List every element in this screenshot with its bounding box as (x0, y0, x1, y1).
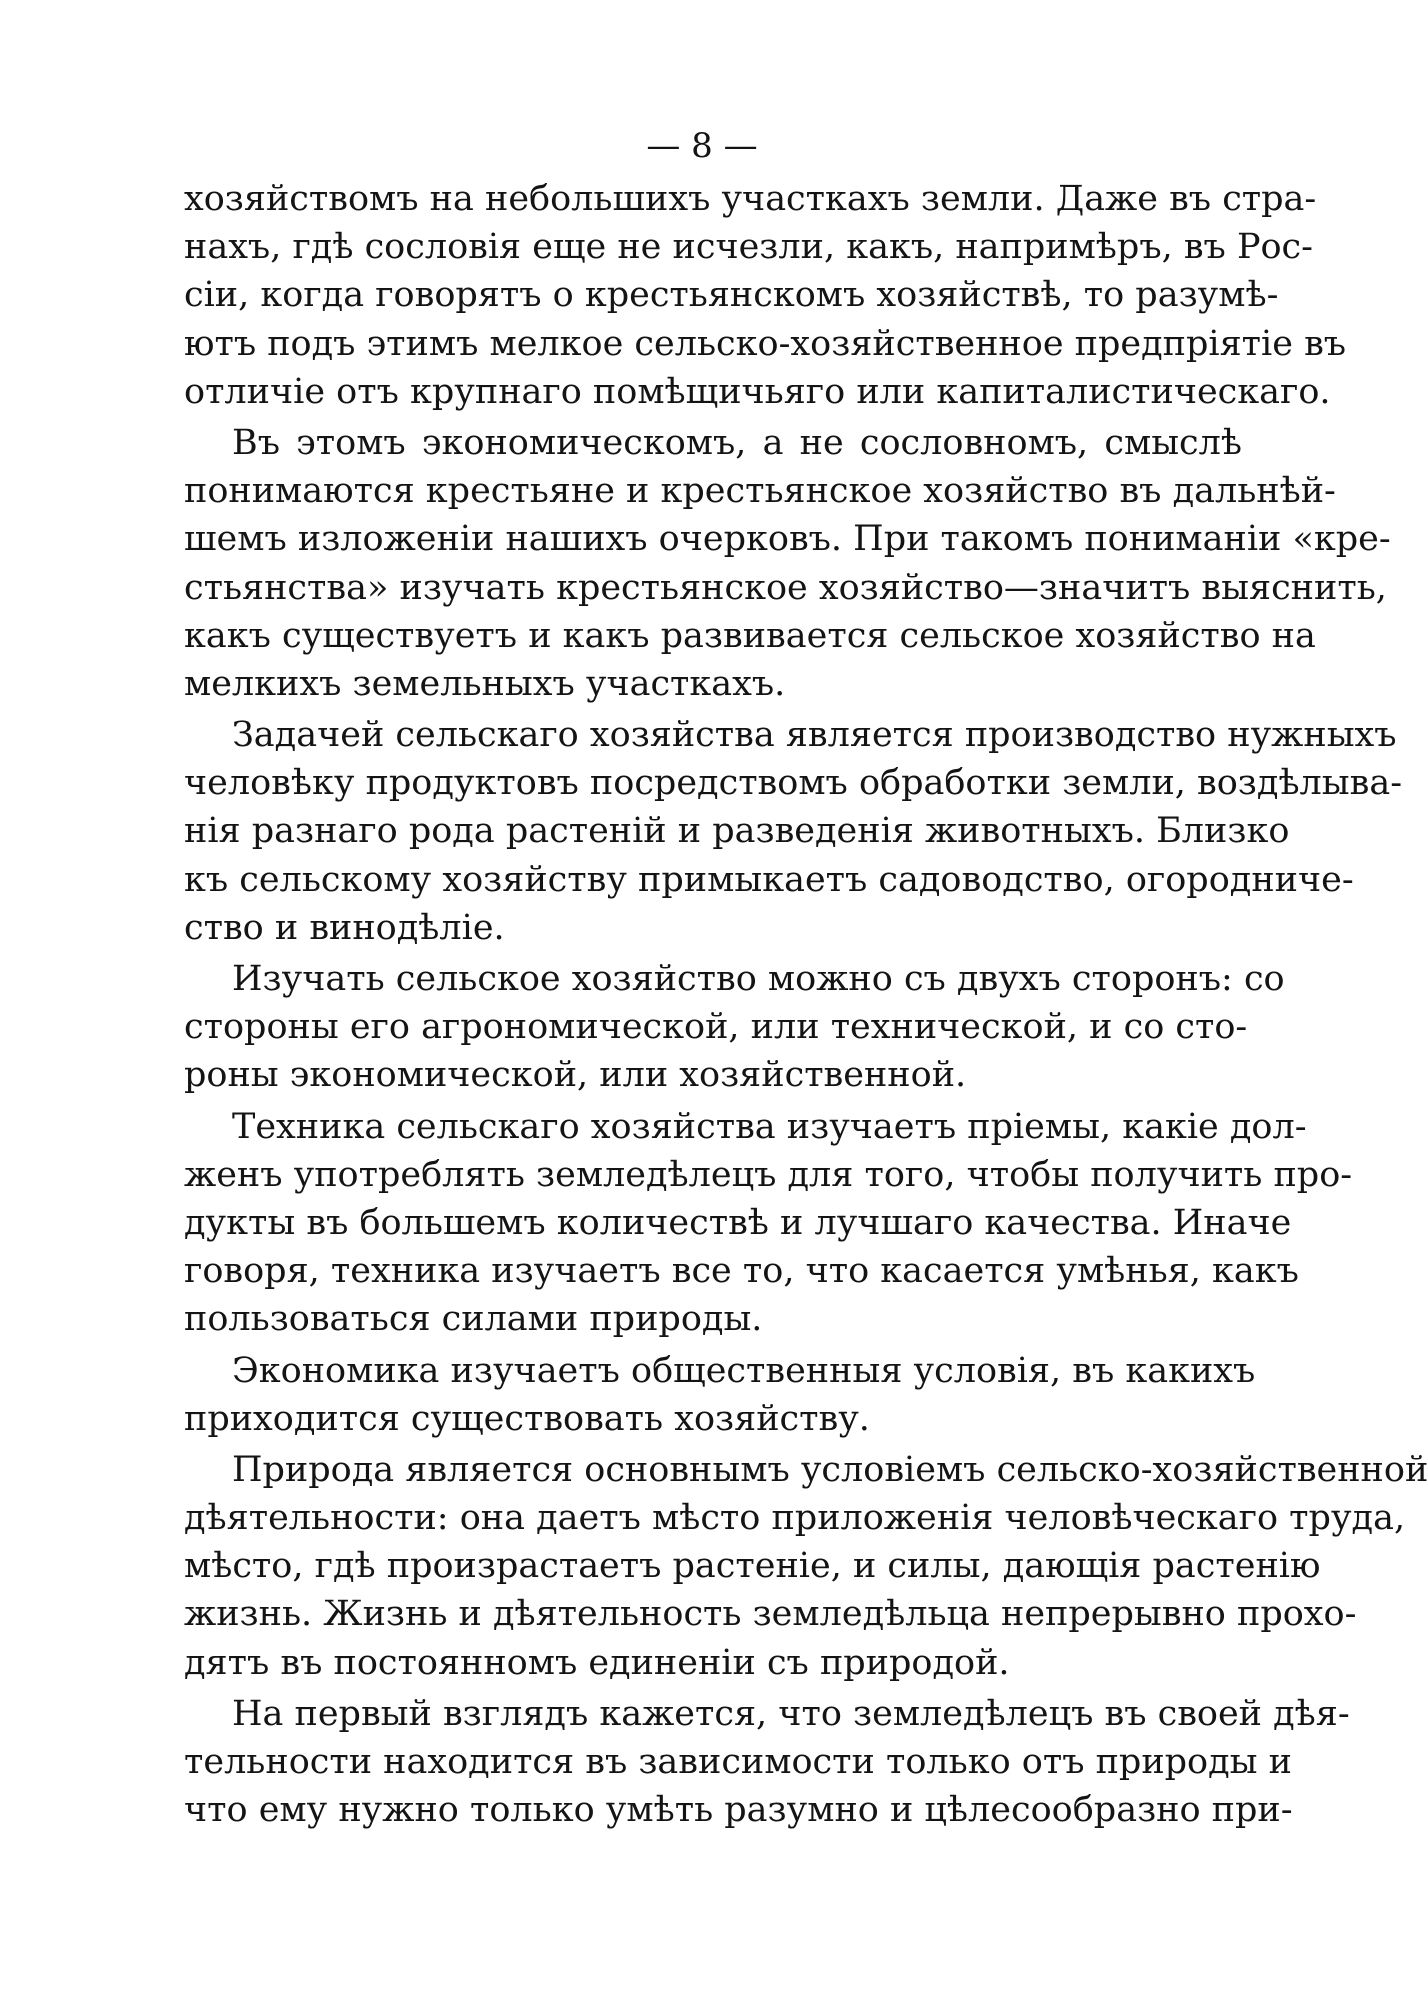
text-line: къ сельскому хозяйству примыкаетъ садоводство, огородниче- (184, 859, 1354, 900)
text-line: На первый взглядъ кажется, что земледѣлецъ въ своей дѣя- (232, 1693, 1350, 1734)
text-line: Изучать сельское хозяйство можно съ двухъ сторонъ: со (232, 959, 1285, 999)
text-line: мелкихъ земельныхъ участкахъ. (184, 663, 786, 704)
text-line: тельности находится въ зависимости только отъ природы и (184, 1742, 1292, 1782)
text-line: понимаются крестьяне и крестьянское хозяйство въ дальнѣй- (184, 471, 1336, 512)
text-line: приходится существовать хозяйству. (184, 1398, 870, 1439)
text-line: жизнь. Жизнь и дѣятельность земледѣльца непрерывно прохо- (184, 1594, 1357, 1635)
page-number: — 8 — (646, 126, 758, 166)
text-line: Въ этомъ экономическомъ, а не сословномъ, смыслѣ (232, 422, 1242, 463)
text-line: Природа является основнымъ условіемъ сельско-хозяйственной (232, 1449, 1428, 1490)
text-line: какъ существуетъ и какъ развивается сельское хозяйство на (184, 615, 1316, 656)
text-line: стьянства» изучать крестьянское хозяйство—значитъ выяснить, (184, 567, 1387, 608)
body-text (184, 175, 1428, 1834)
text-line: человѣку продуктовъ посредствомъ обработки земли, воздѣлыва- (184, 763, 1403, 804)
text-line: отличіе отъ крупнаго помѣщичьяго или капиталистическаго. (184, 371, 1331, 412)
text-line: стороны его агрономической, или технической, и со сто- (184, 1007, 1248, 1048)
text-line: дятъ въ постоянномъ единеніи съ природой. (184, 1642, 1010, 1683)
text-line: Техника сельскаго хозяйства изучаетъ пріемы, какіе дол- (232, 1106, 1307, 1147)
text-line: пользоваться силами природы. (184, 1299, 763, 1340)
text-line: Задачей сельскаго хозяйства является производство нужныхъ (232, 715, 1397, 756)
text-line: хозяйствомъ на небольшихъ участкахъ земли. Даже въ стра- (184, 179, 1317, 219)
text-line: женъ употреблять земледѣлецъ для того, чтобы получить про- (184, 1154, 1353, 1195)
text-line: роны экономической, или хозяйственной. (184, 1055, 967, 1096)
text-line: сіи, когда говорятъ о крестьянскомъ хозяйствѣ, то разумѣ- (184, 275, 1279, 316)
text-line: шемъ изложеніи нашихъ очерковъ. При такомъ пониманіи «кре- (184, 519, 1391, 560)
text-line: дукты въ большемъ количествѣ и лучшаго качества. Иначе (184, 1202, 1292, 1243)
text-line: нія разнаго рода растеній и разведенія животныхъ. Близко (184, 811, 1290, 852)
text-line: Экономика изучаетъ общественныя условія, въ какихъ (232, 1350, 1256, 1391)
text-line: ство и винодѣліе. (184, 907, 505, 948)
text-line: ютъ подъ этимъ мелкое сельско-хозяйственное предпріятіе въ (184, 323, 1347, 364)
text-line: мѣсто, гдѣ произрастаетъ растеніе, и силы, дающія растенію (184, 1546, 1321, 1587)
text-line: дѣятельности: она даетъ мѣсто приложенія человѣческаго труда, (184, 1498, 1406, 1539)
text-line: что ему нужно только умѣть разумно и цѣлесообразно при- (184, 1790, 1293, 1831)
text-line: говоря, техника изучаетъ все то, что касается умѣнья, какъ (184, 1251, 1299, 1292)
text-line: нахъ, гдѣ сословія еще не исчезли, какъ, напримѣръ, въ Рос- (184, 227, 1313, 268)
